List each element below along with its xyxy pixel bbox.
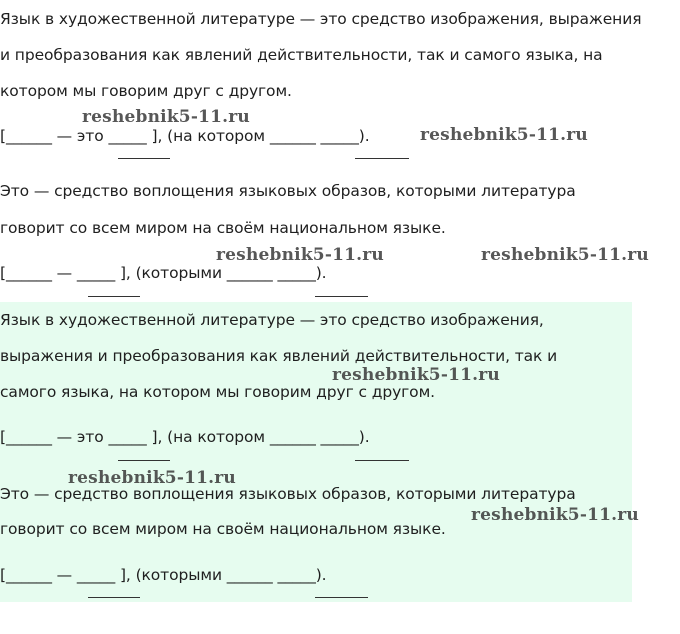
watermark: reshebnik5-11.ru <box>332 365 500 385</box>
watermark: reshebnik5-11.ru <box>82 107 250 127</box>
scheme-underline <box>88 296 140 297</box>
scheme-underline <box>355 158 409 159</box>
paragraph-1-line-1: Язык в художественной литературе — это средство изображения, выражения <box>0 10 642 28</box>
paragraph-1-line-2: и преобразования как явлений действительности, так и самого языка, на <box>0 46 603 64</box>
scheme-underline <box>88 597 140 598</box>
sentence-scheme-1: [______ — это _____ ], (на котором ______ _____). <box>0 127 370 145</box>
sentence-scheme-4: [______ — _____ ], (которыми ______ _____). <box>0 566 327 584</box>
paragraph-1-line-3: котором мы говорим друг с другом. <box>0 82 292 100</box>
paragraph-4-line-1: Это — средство воплощения языковых образов, которыми литература <box>0 485 576 503</box>
watermark: reshebnik5-11.ru <box>216 245 384 265</box>
watermark: reshebnik5-11.ru <box>68 468 236 488</box>
paragraph-3-line-3: самого языка, на котором мы говорим друг с другом. <box>0 383 435 401</box>
sentence-scheme-3: [______ — это _____ ], (на котором ______ _____). <box>0 428 370 446</box>
paragraph-3-line-1: Язык в художественной литературе — это средство изображения, <box>0 311 544 329</box>
scheme-underline <box>315 597 368 598</box>
scheme-underline <box>118 158 170 159</box>
paragraph-2-line-2: говорит со всем миром на своём национальном языке. <box>0 219 446 237</box>
paragraph-2-line-1: Это — средство воплощения языковых образов, которыми литература <box>0 182 576 200</box>
paragraph-4-line-2: говорит со всем миром на своём национальном языке. <box>0 520 446 538</box>
watermark: reshebnik5-11.ru <box>420 125 588 145</box>
paragraph-3-line-2: выражения и преобразования как явлений действительности, так и <box>0 347 558 365</box>
scheme-underline <box>355 460 409 461</box>
watermark: reshebnik5-11.ru <box>471 505 639 525</box>
scheme-underline <box>315 296 368 297</box>
sentence-scheme-2: [______ — _____ ], (которыми ______ _____). <box>0 264 327 282</box>
scheme-underline <box>118 460 170 461</box>
watermark: reshebnik5-11.ru <box>481 245 649 265</box>
